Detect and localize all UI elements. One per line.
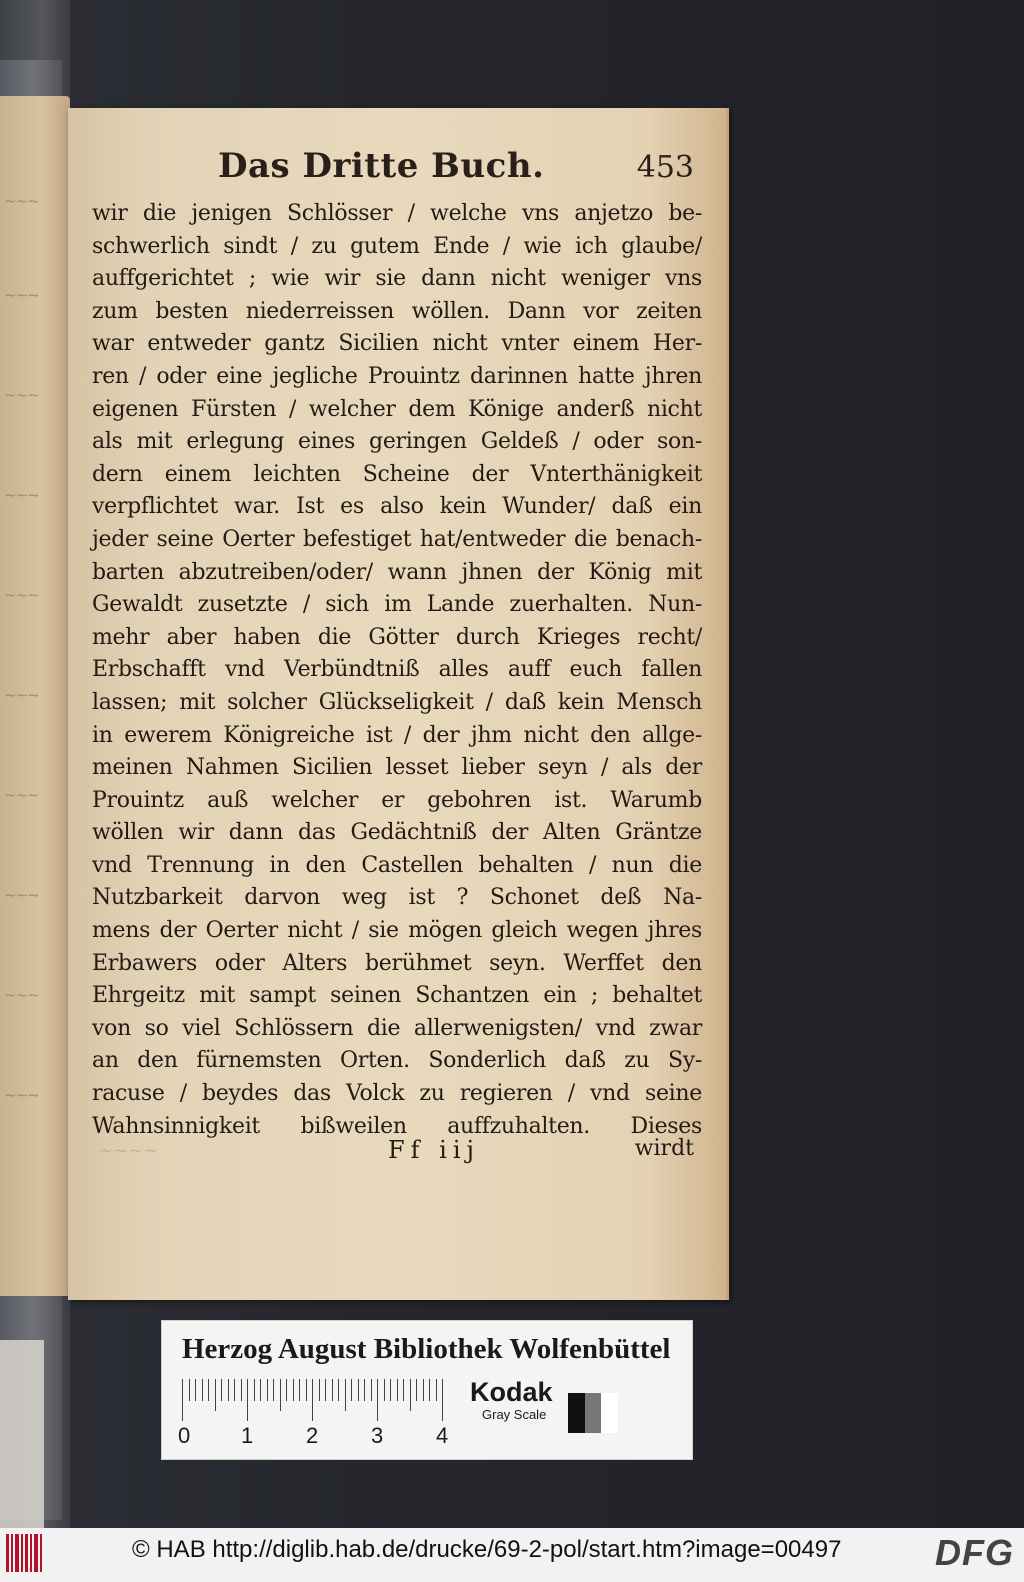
ruler-tick bbox=[260, 1379, 261, 1401]
ruler-tick bbox=[325, 1379, 326, 1401]
ruler-tick bbox=[423, 1379, 424, 1401]
ruler-tick bbox=[377, 1379, 378, 1421]
body-text bbox=[92, 198, 702, 1143]
ruler-tick bbox=[189, 1379, 190, 1401]
text-line: an den fürnemsten Orten. Sonderlich daß zu Sy- bbox=[92, 1048, 702, 1074]
page-header bbox=[218, 146, 698, 196]
ruler-tick bbox=[397, 1379, 398, 1401]
ruler-tick bbox=[390, 1379, 391, 1401]
ruler-number: 3 bbox=[371, 1423, 384, 1448]
text-line: racuse / beydes das Volck zu regieren / vnd seine bbox=[92, 1081, 702, 1107]
ruler-tick bbox=[286, 1379, 287, 1401]
ruler-tick bbox=[306, 1379, 307, 1401]
text-line: Nutzbarkeit darvon weg ist ? Schonet deß Na- bbox=[92, 885, 702, 911]
ruler-tick bbox=[247, 1379, 248, 1421]
text-line: schwerlich sindt / zu gutem Ende / wie ich glaube/ bbox=[92, 233, 702, 259]
ruler-tick bbox=[384, 1379, 385, 1401]
text-line: auffgerichtet ; wie wir sie dann nicht weniger vns bbox=[92, 266, 702, 292]
color-target-card bbox=[161, 1320, 693, 1460]
text-line: vnd Trennung in den Castellen behalten / nun die bbox=[92, 852, 702, 878]
ruler-tick bbox=[371, 1379, 372, 1401]
ruler-tick bbox=[351, 1379, 352, 1401]
text-line: wöllen wir dann das Gedächtniß der Alten Gräntze bbox=[92, 820, 702, 846]
text-line: mehr aber haben die Götter durch Krieges recht/ bbox=[92, 624, 702, 650]
ruler-tick bbox=[403, 1379, 404, 1401]
text-line: Erbschafft vnd Verbündtniß alles auff euch fallen bbox=[92, 657, 702, 683]
text-line: Erbawers oder Alters berühmet seyn. Werffet den bbox=[92, 950, 702, 976]
ruler-tick bbox=[254, 1379, 255, 1401]
ruler-tick bbox=[429, 1379, 430, 1401]
ruler-tick bbox=[182, 1379, 183, 1421]
ruler-tick bbox=[221, 1379, 222, 1401]
footer-bar bbox=[0, 1528, 1024, 1582]
ruler-tick bbox=[338, 1379, 339, 1401]
ruler-tick bbox=[358, 1379, 359, 1401]
ruler-number: 2 bbox=[306, 1423, 319, 1448]
ruler-tick bbox=[267, 1379, 268, 1401]
text-line: als mit erlegung eines geringen Geldeß / oder son- bbox=[92, 429, 702, 455]
ruler-tick bbox=[416, 1379, 417, 1401]
footer-credit[interactable]: © HAB http://diglib.hab.de/drucke/69-2-pol/start.htm?image=00497 bbox=[132, 1536, 842, 1563]
running-head: Das Dritte Buch. bbox=[218, 146, 545, 186]
text-line: mens der Oerter nicht / sie mögen gleich wegen jhres bbox=[92, 918, 702, 944]
ruler-tick bbox=[228, 1379, 229, 1401]
text-line: ren / oder eine jegliche Prouintz darinnen hatte jhren bbox=[92, 363, 702, 389]
kodak-logo: Kodak bbox=[470, 1377, 553, 1407]
ruler-tick bbox=[208, 1379, 209, 1401]
ruler-tick bbox=[202, 1379, 203, 1401]
text-line: verpflichtet war. Ist es also kein Wunder/ daß ein bbox=[92, 494, 702, 520]
text-line: jeder seine Oerter befestiget hat/entweder die benach- bbox=[92, 526, 702, 552]
target-title: Herzog August Bibliothek Wolfenbüttel bbox=[182, 1333, 671, 1365]
text-line: meinen Nahmen Sicilien lesset lieber seyn / als der bbox=[92, 755, 702, 781]
ruler-tick bbox=[241, 1379, 242, 1401]
previous-page-edge: ~~~ ~~~ ~~~ ~~~ ~~~ ~~~ ~~~ ~~~ ~~~ ~~~ bbox=[0, 96, 70, 1296]
ruler-tick bbox=[234, 1379, 235, 1401]
gray-scale-label: Gray Scale bbox=[482, 1407, 547, 1422]
ruler-tick bbox=[299, 1379, 300, 1401]
ruler-tick bbox=[436, 1379, 437, 1401]
ruler-tick bbox=[345, 1379, 346, 1411]
ruler-tick bbox=[364, 1379, 365, 1401]
ruler-number: 1 bbox=[241, 1423, 254, 1448]
ruler-number: 0 bbox=[178, 1423, 191, 1448]
page-footer-line bbox=[388, 1136, 698, 1170]
text-line: Ehrgeitz mit sampt seinen Schantzen ein ; behaltet bbox=[92, 983, 702, 1009]
text-line: in ewerem Königreiche ist / der jhm nicht den allge- bbox=[92, 722, 702, 748]
ruler-tick bbox=[293, 1379, 294, 1401]
book-page bbox=[68, 108, 729, 1300]
ruler-tick bbox=[312, 1379, 313, 1421]
text-line: war entweder gantz Sicilien nicht vnter einem Her- bbox=[92, 331, 702, 357]
ruler-tick bbox=[442, 1379, 443, 1421]
signature-mark: Ff iij bbox=[388, 1136, 480, 1164]
ruler-tick bbox=[273, 1379, 274, 1401]
text-line: Prouintz auß welcher er gebohren ist. Warumb bbox=[92, 787, 702, 813]
ruler-tick bbox=[319, 1379, 320, 1401]
bleed-through-mark: ~~~~ bbox=[98, 1140, 159, 1161]
text-line: Gewaldt zusetzte / sich im Lande zuerhalten. Nun- bbox=[92, 592, 702, 618]
gray-scale-patch bbox=[568, 1393, 618, 1433]
barcode-icon bbox=[6, 1534, 46, 1572]
text-line: dern einem leichten Scheine der Vnterthänigkeit bbox=[92, 461, 702, 487]
text-line: eigenen Fürsten / welcher dem Könige anderß nicht bbox=[92, 396, 702, 422]
text-line: von so viel Schlössern die allerwenigsten/ vnd zwar bbox=[92, 1015, 702, 1041]
ruler-number: 4 bbox=[436, 1423, 449, 1448]
text-line: wir die jenigen Schlösser / welche vns anjetzo be- bbox=[92, 201, 702, 226]
ruler-tick bbox=[332, 1379, 333, 1401]
dfg-logo: DFG bbox=[935, 1532, 1014, 1573]
text-line: Wahnsinnigkeit bißweilen auffzuhalten. Dieses bbox=[92, 1113, 702, 1139]
ruler-tick bbox=[280, 1379, 281, 1411]
scale-ruler bbox=[182, 1379, 452, 1423]
catchword: wirdt bbox=[634, 1136, 694, 1161]
text-line: zum besten niederreissen wöllen. Dann vor zeiten bbox=[92, 298, 702, 324]
text-line: lassen; mit solcher Glückseligkeit / daß kein Mensch bbox=[92, 689, 702, 715]
ruler-tick bbox=[410, 1379, 411, 1411]
left-bottom-card bbox=[0, 1340, 44, 1530]
ruler-tick bbox=[215, 1379, 216, 1411]
text-line: barten abzutreiben/oder/ wann jhnen der König mit bbox=[92, 559, 702, 585]
page-number: 453 bbox=[636, 150, 694, 185]
ruler-tick bbox=[195, 1379, 196, 1401]
